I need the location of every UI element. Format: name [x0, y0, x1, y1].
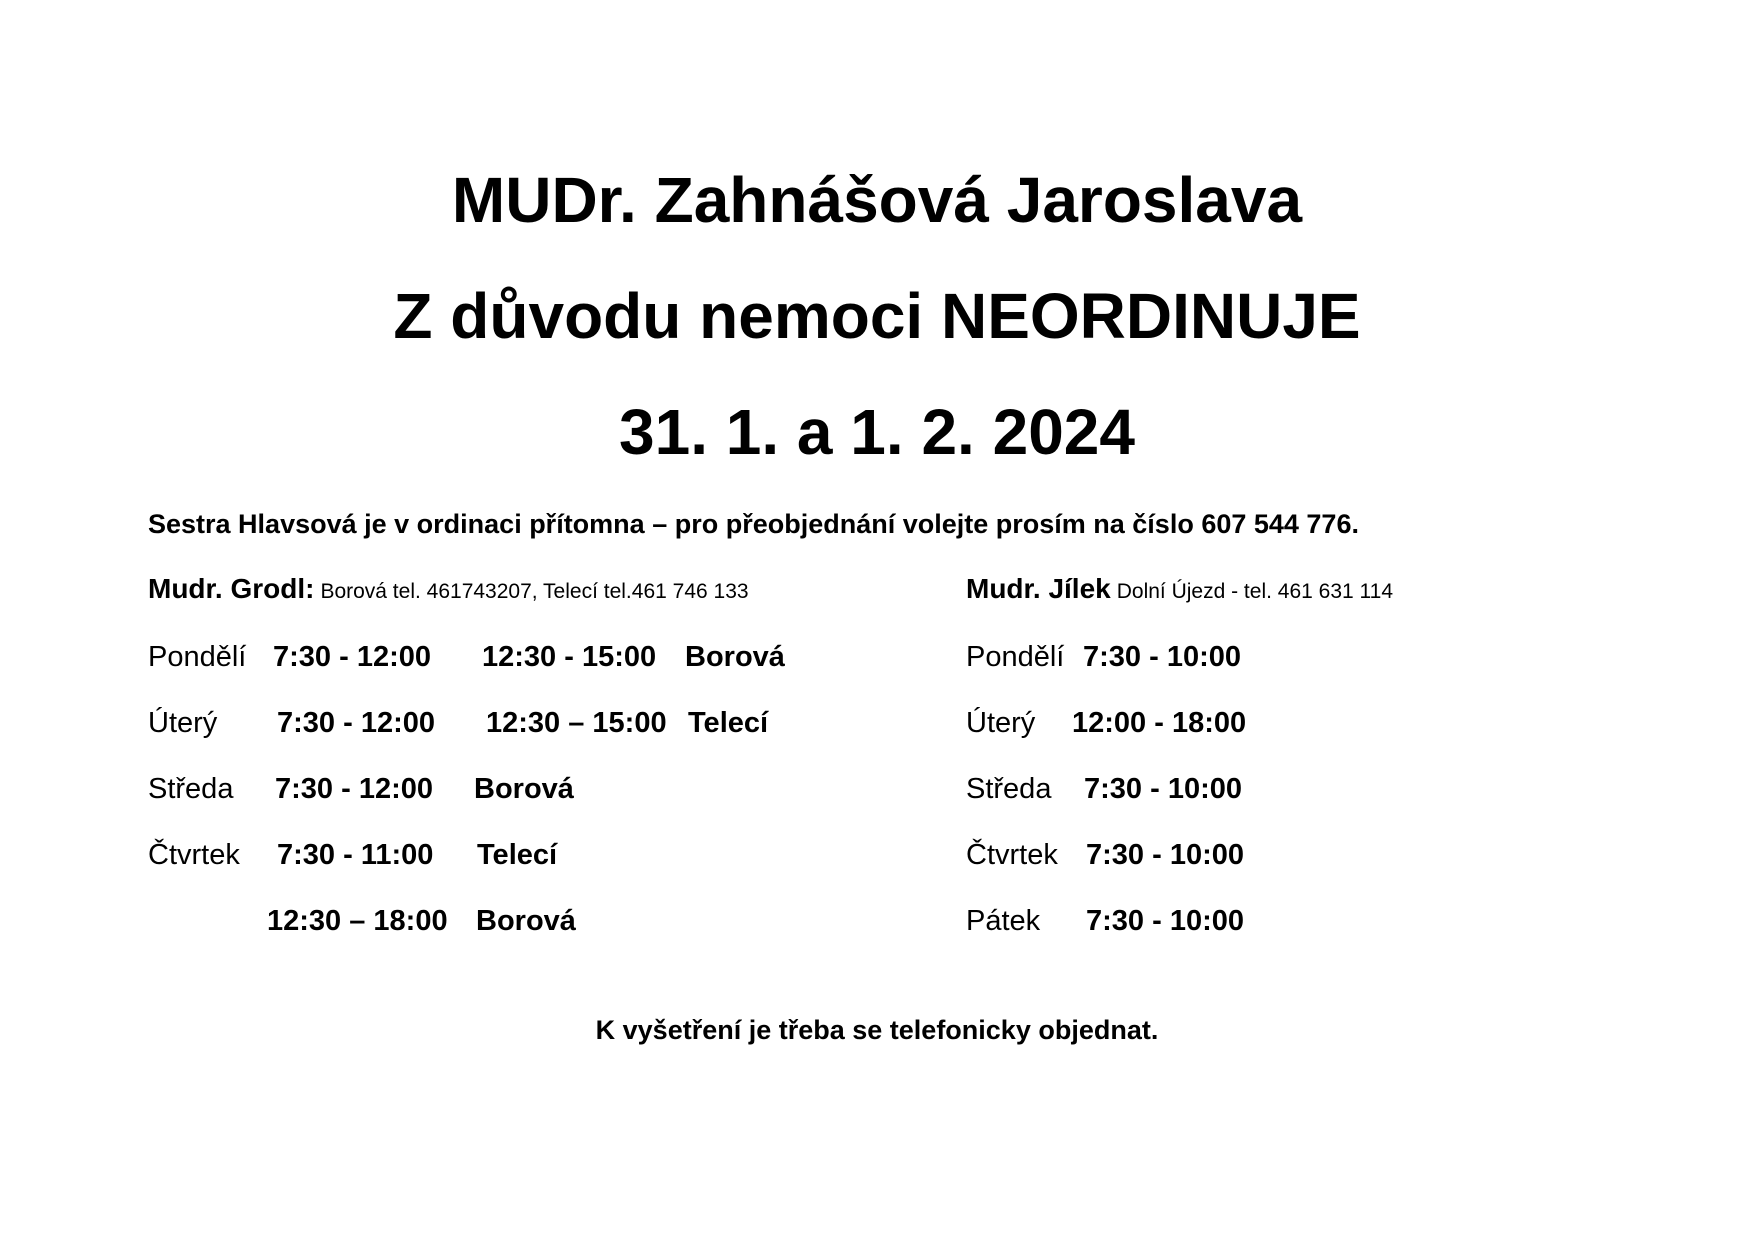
time-slot: 12:30 – 15:00 — [486, 707, 667, 739]
day-label: Úterý — [148, 707, 218, 739]
grodl-name: Mudr. Grodl: — [148, 573, 315, 604]
time-slot: 7:30 - 10:00 — [1084, 773, 1242, 805]
closure-dates: 31. 1. a 1. 2. 2024 — [619, 396, 1135, 468]
grodl-header — [148, 573, 749, 605]
time-slot: 12:00 - 18:00 — [1072, 707, 1247, 739]
time-slot: 12:30 - 15:00 — [482, 641, 657, 673]
day-label: Úterý — [966, 707, 1036, 739]
time-slot: 12:30 – 18:00 — [267, 905, 448, 937]
time-slot: 7:30 - 11:00 — [277, 839, 434, 871]
day-label: Středa — [966, 773, 1052, 805]
location-label: Borová — [474, 773, 574, 805]
jilek-name: Mudr. Jílek — [966, 573, 1111, 604]
grodl-contact: Borová tel. 461743207, Telecí tel.461 746 133 — [320, 580, 749, 603]
time-slot: 7:30 - 10:00 — [1083, 641, 1241, 673]
day-label: Čtvrtek — [148, 839, 240, 871]
location-label: Borová — [476, 905, 576, 937]
appointment-note: K vyšetření je třeba se telefonicky objednat. — [595, 1015, 1159, 1045]
jilek-contact: Dolní Újezd - tel. 461 631 114 — [1116, 580, 1393, 603]
nurse-notice: Sestra Hlavsová je v ordinaci přítomna – pro přeobjednání volejte prosím na číslo 607 544 776. — [148, 509, 1359, 539]
time-slot: 7:30 - 10:00 — [1086, 905, 1244, 937]
time-slot: 7:30 - 12:00 — [273, 641, 431, 673]
time-slot: 7:30 - 12:00 — [275, 773, 433, 805]
day-label: Pondělí — [966, 641, 1065, 673]
day-label: Čtvrtek — [966, 839, 1058, 871]
doctor-title: MUDr. Zahnášová Jaroslava — [451, 164, 1303, 236]
time-slot: 7:30 - 10:00 — [1086, 839, 1244, 871]
jilek-header — [966, 573, 1393, 605]
location-label: Telecí — [688, 707, 769, 739]
location-label: Borová — [685, 641, 785, 673]
closure-message: Z důvodu nemoci NEORDINUJE — [393, 280, 1361, 352]
time-slot: 7:30 - 12:00 — [277, 707, 435, 739]
day-label: Pátek — [966, 905, 1041, 937]
location-label: Telecí — [477, 839, 558, 871]
day-label: Pondělí — [148, 641, 247, 673]
day-label: Středa — [148, 773, 234, 805]
